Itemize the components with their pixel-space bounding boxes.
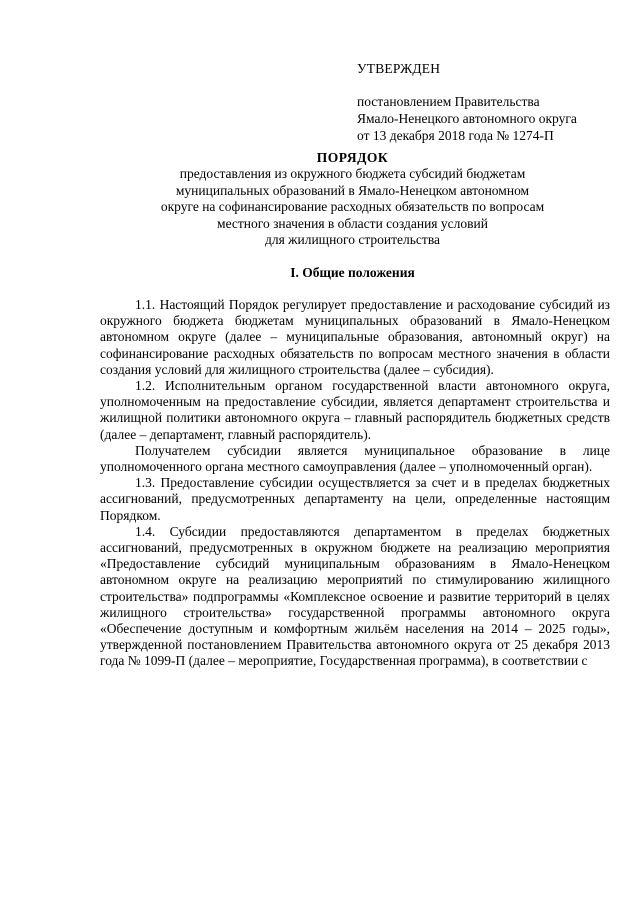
section-heading: I. Общие положения [290,265,415,280]
subtitle-line: предоставления из окружного бюджета субсидий бюджетам [179,166,526,181]
approval-line: Ямало-Ненецкого автономного округа [357,111,577,126]
paragraph-1-1: 1.1. Настоящий Порядок регулирует предоставление и расходование субсидий из окружного бюджета бюджетам муниципальных образований в Ямало-Ненецком автономном округе (далее – муниципальные образования, автономный округ) на софинансирование расходных обязательств по вопросам местного значения в области создания условий для жилищного строительства (далее – субсидия). [100,297,610,377]
subtitle-line: местного значения в области создания условий [217,215,488,231]
approval-block [357,60,627,144]
document-body [100,297,610,670]
subtitle-line: муниципальных образований в Ямало-Ненецком автономном [175,182,530,198]
subtitle-line: для жилищного строительства [264,232,441,247]
document-subtitle [0,166,640,249]
paragraph-1-4: 1.4. Субсидии предоставляются департаментом в пределах бюджетных ассигнований, предусмотренных в окружном бюджете на реализацию мероприятия «Предоставление субсидий муниципальным образованиям в Ямало-Ненецком автономном округе на реализацию мероприятий по стимулированию жилищного строительства» подпрограммы «Комплексное освоение и развитие территорий в целях жилищного строительства» государственной программы автономного округа «Обеспечение доступным и комфортным жильём населения на 2014 – 2025 годы», утвержденной постановлением Правительства автономного округа от 25 декабря 2013 года № 1099-П (далее – мероприятие, Государственная программа), в соответствии с [100,523,610,669]
paragraph-recipient: Получателем субсидии является муниципальное образование в лице уполномоченного органа местного самоуправления (далее – уполномоченный орган). [100,442,610,475]
paragraph-1-2: 1.2. Исполнительным органом государственной власти автономного округа, уполномоченным на предоставление субсидии, является департамент строительства и жилищной политики автономного округа – главный распорядитель бюджетных средств (далее – департамент, главный распорядитель). [100,378,610,442]
approval-line: постановлением Правительства [357,94,540,109]
paragraph-1-3: 1.3. Предоставление субсидии осуществляется за счет и в пределах бюджетных ассигнований, предусмотренных департаменту на цели, определенные настоящим Порядком. [100,475,610,523]
approval-line: от 13 декабря 2018 года № 1274-П [357,128,554,143]
document-title: ПОРЯДОК [316,150,389,165]
approval-heading: УТВЕРЖДЕН [357,61,441,76]
subtitle-line: округе на софинансирование расходных обязательств по вопросам [160,199,545,214]
